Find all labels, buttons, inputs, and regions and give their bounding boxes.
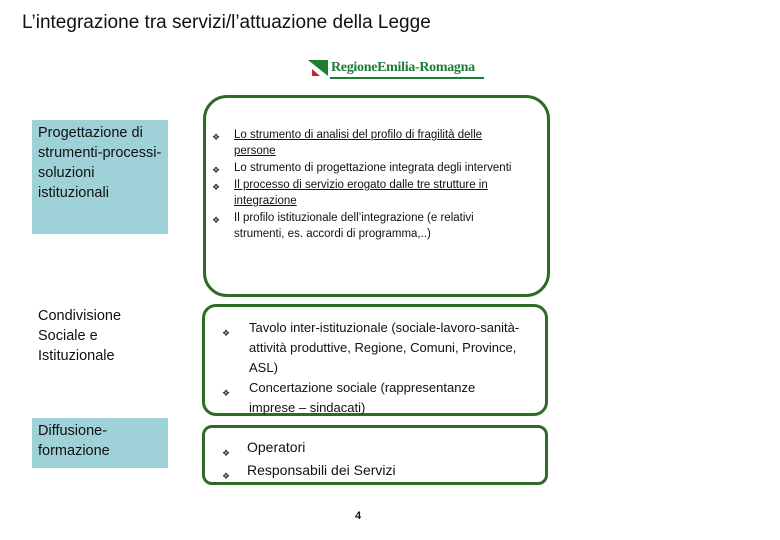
regione-emilia-romagna-logo bbox=[308, 57, 484, 79]
list-item: ❖ Il processo di servizio erogato dalle tre strutture in integrazione bbox=[212, 179, 488, 207]
category-condivisione: Condivisione Sociale e Istituzionale bbox=[32, 303, 168, 413]
list-diffusione bbox=[222, 436, 522, 482]
list-item: ❖ Lo strumento di analisi del profilo di fragilità delle persone bbox=[212, 129, 483, 157]
regione-flag-icon bbox=[308, 60, 328, 76]
bullet-icon: ❖ bbox=[222, 388, 231, 398]
bullet-icon: ❖ bbox=[212, 165, 221, 175]
bullet-icon: ❖ bbox=[222, 448, 231, 458]
list-item: ❖ Operatori bbox=[222, 436, 522, 459]
bullet-icon: ❖ bbox=[222, 328, 231, 338]
bullet-icon: ❖ bbox=[212, 215, 221, 225]
list-progettazione bbox=[212, 127, 512, 243]
logo-text: RegioneEmilia-Romagna bbox=[331, 60, 475, 75]
bullet-icon: ❖ bbox=[212, 132, 221, 142]
bullet-icon: ❖ bbox=[222, 471, 231, 481]
list-item: ❖ Tavolo inter-istituzionale (sociale-lavoro-sanità-attività produttive, Regione, Comuni, Province, ASL) bbox=[222, 320, 520, 375]
list-condivisione bbox=[222, 318, 522, 418]
slide-title: L’integrazione tra servizi/l’attuazione della Legge bbox=[22, 12, 431, 33]
category-progettazione: Progettazione di strumenti-processi-soluzioni istituzionali bbox=[32, 120, 168, 234]
list-item: ❖ Il profilo istituzionale dell’integrazione (e relativi strumenti, es. accordi di programma,..) bbox=[212, 212, 474, 240]
logo-underline bbox=[330, 77, 484, 79]
list-item: ❖ Responsabili dei Servizi bbox=[222, 459, 522, 482]
list-item: ❖ Concertazione sociale (rappresentanze imprese – sindacati) bbox=[222, 380, 476, 415]
list-item: ❖ Lo strumento di progettazione integrata degli interventi bbox=[212, 160, 512, 176]
bullet-icon: ❖ bbox=[212, 182, 221, 192]
page-number: 4 bbox=[355, 510, 362, 522]
category-diffusione: Diffusione-formazione bbox=[32, 418, 168, 468]
